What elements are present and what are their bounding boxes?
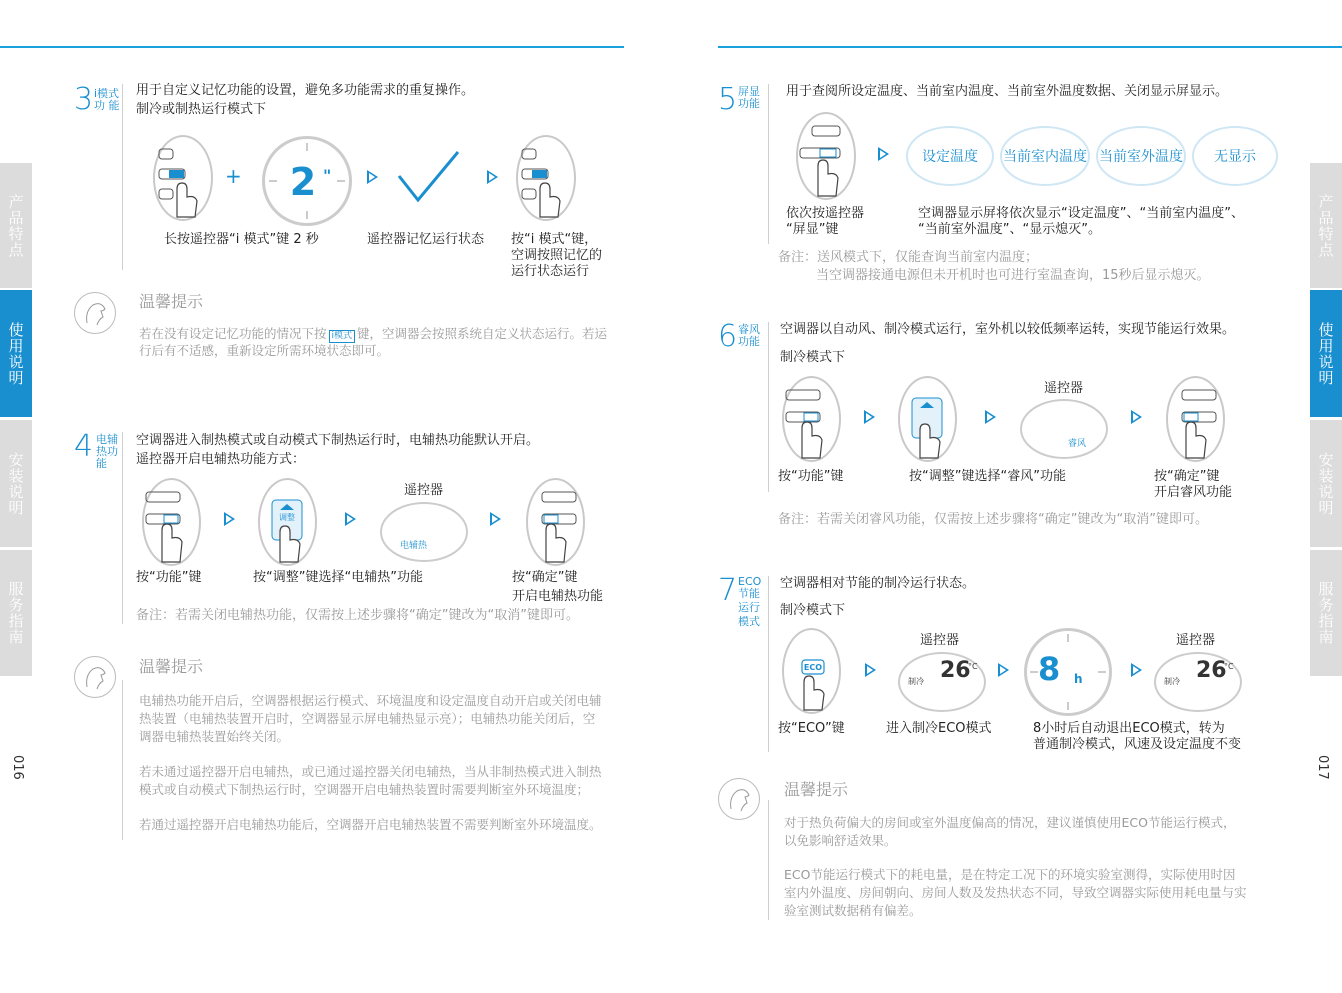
remote-screen-key-image	[796, 112, 856, 200]
section-5-label-2: 功能	[738, 97, 760, 110]
imode-key-badge: i模式	[329, 330, 356, 343]
tip-1-title: 温馨提示	[139, 292, 204, 311]
tab-usage-right[interactable]: 使用说明	[1310, 290, 1342, 417]
s6-caption-3b: 开启睿风功能	[1154, 485, 1233, 500]
s3-caption-3a: 按“i 模式“键，	[511, 232, 598, 247]
svg-text:ECO: ECO	[803, 663, 823, 672]
display-off: 无显示	[1192, 126, 1278, 186]
section-5-number: 5	[718, 82, 738, 117]
section-3-label-1: i模式	[94, 87, 120, 100]
arrow-icon	[345, 512, 356, 526]
s7-caption-2: 进入制冷ECO模式	[886, 721, 992, 736]
remote-confirm-key-image	[1166, 376, 1225, 462]
remote-display-electric-heat	[380, 502, 468, 562]
tip-3-divider	[768, 800, 769, 920]
s4-caption-3a: 按“确定”键	[512, 570, 578, 585]
s3-caption-3b: 空调按照记忆的	[511, 248, 603, 263]
section-5-divider	[768, 84, 769, 244]
tip-1-line-1	[139, 325, 607, 343]
arrow-icon	[487, 170, 498, 184]
s7-mode: 制冷模式下	[780, 603, 846, 618]
arrow-icon	[865, 663, 876, 677]
section-3-label-2: 功 能	[94, 99, 120, 112]
s4-caption-1: 按“功能”键	[136, 570, 202, 585]
tip-2-p1-line2: 热装置（电辅热装置开启时，空调器显示屏电辅热显示亮）；电辅热功能关闭后，空	[139, 711, 596, 726]
arrow-icon	[998, 663, 1009, 677]
s3-caption-3c: 运行状态运行	[511, 264, 590, 279]
electric-heat-display-text: 电辅热	[400, 541, 428, 551]
section-4-number: 4	[74, 429, 94, 464]
section-7-divider	[768, 576, 769, 752]
tip-head-icon	[718, 778, 760, 820]
svg-text:": "	[323, 166, 332, 185]
tip-2-p2-line1: 若未通过遥控器开启电辅热，或已通过遥控器关闭电辅热，当从非制热模式进入制热	[139, 764, 602, 779]
s3-caption-1: 长按遥控器“i 模式”键 2 秒	[164, 232, 319, 247]
section-3-divider	[122, 84, 123, 270]
eco-hour-unit: h	[1074, 672, 1083, 686]
s6-note: 备注：若需关闭睿风功能，仅需按上述步骤将“确定”键改为“取消”键即可。	[778, 512, 1208, 527]
tab-service-left[interactable]: 服务指南	[0, 550, 32, 676]
s7-caption-1: 按“ECO”键	[778, 721, 845, 736]
s6-mode: 制冷模式下	[780, 350, 846, 365]
s7-remote-label-1: 遥控器	[920, 633, 960, 648]
remote-function-key-image	[142, 478, 201, 566]
top-rule-right	[718, 46, 1342, 48]
section-7-label-2: 节能	[738, 587, 760, 600]
normal-mode-label: 制冷	[1164, 677, 1180, 686]
section-6-number: 6	[718, 319, 738, 354]
page-number-left: 016	[10, 755, 25, 780]
tab-installation-right[interactable]: 安装说明	[1310, 420, 1342, 547]
tip-3-p2-line2: 室内外温度、房间朝向、房间人数及发热状态不同，导致空调器实际使用耗电量与实	[784, 885, 1247, 900]
tip-1-pre: 若在没有设定记忆功能的情况下按	[139, 326, 327, 341]
section-5-label-1: 屏显	[738, 85, 760, 98]
remote-imode-image-2	[516, 135, 576, 221]
tip-2-p1-line3: 调器电辅热装置始终关闭。	[139, 729, 290, 744]
adjust-key-label: 调整	[279, 513, 295, 522]
s5-caption-2b: “当前室外温度”、“显示熄灭”。	[918, 222, 1101, 237]
s6-remote-label: 遥控器	[1044, 381, 1084, 396]
s4-remote-label: 遥控器	[404, 483, 444, 498]
tip-3-p2-line1: ECO节能运行模式下的耗电量，是在特定工况下的环境实验室测得，实际使用时因	[784, 867, 1236, 882]
s3-mode: 制冷或制热运行模式下	[136, 102, 267, 117]
arrow-icon	[224, 512, 235, 526]
s7-remote-label-2: 遥控器	[1176, 633, 1216, 648]
tip-head-icon	[74, 292, 116, 334]
s4-note: 备注：若需关闭电辅热功能，仅需按上述步骤将“确定”键改为“取消”键即可。	[136, 608, 579, 623]
arrow-icon	[1131, 410, 1142, 424]
arrow-icon	[864, 410, 875, 424]
display-indoor-temp: 当前室内温度	[1000, 126, 1090, 186]
tip-3-title: 温馨提示	[784, 780, 849, 799]
section-3-number: 3	[74, 82, 94, 117]
top-rule-left	[0, 46, 624, 48]
remote-eco-key-image	[782, 628, 841, 714]
smart-wind-display-text: 睿风	[1068, 439, 1087, 449]
tip-2-p1-line1: 电辅热功能开启后，空调器根据运行模式、环境温度和设定温度自动开启或关闭电辅	[139, 693, 602, 708]
tip-2-divider	[122, 680, 123, 840]
s3-intro: 用于自定义记忆功能的设置，避免多功能需求的重复操作。	[136, 83, 475, 98]
section-7-label-3: 运行	[738, 601, 760, 614]
eco-hour-digit: 8	[1038, 650, 1061, 688]
s4-intro: 空调器进入制热模式或自动模式下制热运行时，电辅热功能默认开启。	[136, 433, 540, 448]
s3-caption-2: 遥控器记忆运行状态	[367, 232, 485, 247]
checkmark-icon	[396, 148, 462, 206]
s5-caption-2a: 空调器显示屏将依次显示“设定温度”、“当前室内温度”、	[918, 206, 1244, 221]
eco-mode-label: 制冷	[908, 677, 924, 686]
tip-1-line-2: 行后有不适感，重新设定所需环境状态即可。	[139, 343, 390, 358]
svg-text:2: 2	[289, 160, 317, 204]
section-4-divider	[122, 432, 123, 624]
arrow-icon	[985, 410, 996, 424]
tab-product-features-left[interactable]: 产品特点	[0, 163, 32, 288]
tip-3-p1-line2: 以免影响舒适效果。	[784, 833, 897, 848]
tab-installation-left[interactable]: 安装说明	[0, 420, 32, 547]
s7-caption-3a: 8小时后自动退出ECO模式，转为	[1033, 721, 1225, 736]
display-outdoor-temp: 当前室外温度	[1096, 126, 1186, 186]
tip-head-icon	[74, 656, 116, 698]
s5-note-1: 备注：送风模式下，仅能查询当前室内温度；	[778, 250, 1039, 265]
normal-temp-unit: °C	[1224, 662, 1234, 671]
tip-3-p2-line3: 验室测试数据稍有偏差。	[784, 903, 922, 918]
s5-intro: 用于查阅所设定温度、当前室内温度、当前室外温度数据、关闭显示屏显示。	[786, 84, 1229, 99]
display-set-temp: 设定温度	[906, 126, 994, 186]
tip-3-p1-line1: 对于热负荷偏大的房间或室外温度偏高的情况，建议谨慎使用ECO节能运行模式，	[784, 815, 1236, 830]
section-6-divider	[768, 322, 769, 492]
tab-service-right[interactable]: 服务指南	[1310, 550, 1342, 676]
section-6-label-2: 功能	[738, 335, 760, 348]
normal-temp-value: 26	[1196, 658, 1227, 683]
eco-temp-value: 26	[940, 658, 971, 683]
s5-caption-1b: “屏显”键	[786, 222, 839, 237]
remote-display-smart-wind	[1020, 399, 1108, 459]
s4-caption-3b: 开启电辅热功能	[512, 589, 604, 604]
tab-product-features-right[interactable]: 产品特点	[1310, 163, 1342, 288]
tip-2-title: 温馨提示	[139, 657, 204, 676]
s4-mode: 遥控器开启电辅热功能方式：	[136, 452, 306, 467]
arrow-icon	[490, 512, 501, 526]
tip-2-p3: 若通过遥控器开启电辅热功能后，空调器开启电辅热装置不需要判断室外环境温度。	[139, 817, 602, 832]
eco-temp-unit: °C	[968, 662, 978, 671]
s6-caption-3a: 按“确定”键	[1154, 469, 1220, 484]
section-4-label-1: 电辅	[96, 433, 118, 446]
section-6-label-1: 睿风	[738, 323, 760, 336]
section-7-number: 7	[718, 573, 738, 608]
remote-function-key-image	[782, 376, 841, 462]
remote-imode-image-1	[153, 135, 213, 221]
section-7-label-4: 模式	[738, 615, 760, 628]
tip-2-p2-line2: 模式或自动模式下制热运行时，空调器开启电辅热装置时需要判断室外环境温度；	[139, 782, 590, 797]
s6-caption-2: 按“调整”键选择“睿风”功能	[909, 469, 1066, 484]
s6-caption-1: 按“功能”键	[778, 469, 844, 484]
clock-2s-icon	[262, 136, 352, 226]
tip-1-post: 键，空调器会按照系统自定义状态运行。若运	[357, 326, 608, 341]
s7-caption-3b: 普通制冷模式，风速及设定温度不变	[1033, 737, 1242, 752]
remote-confirm-key-image	[526, 478, 585, 566]
arrow-icon	[878, 147, 889, 161]
arrow-icon	[1131, 663, 1142, 677]
s5-note-2: 当空调器接通电源但未开机时也可进行室温查询，15秒后显示熄灭。	[816, 268, 1210, 283]
arrow-icon	[367, 170, 378, 184]
s6-intro: 空调器以自动风、制冷模式运行，室外机以较低频率运转，实现节能运行效果。	[780, 322, 1236, 337]
plus-sign: +	[225, 164, 242, 188]
tab-usage-left[interactable]: 使用说明	[0, 290, 32, 417]
s7-intro: 空调器相对节能的制冷运行状态。	[780, 576, 976, 591]
section-7-label-1: ECO	[738, 575, 762, 588]
section-4-label-2: 热功	[96, 445, 118, 458]
s4-caption-2: 按“调整”键选择“电辅热”功能	[253, 570, 423, 585]
remote-adjust-key-image	[898, 376, 957, 462]
page-number-right: 017	[1315, 755, 1330, 780]
s5-caption-1a: 依次按遥控器	[786, 206, 865, 221]
section-4-label-3: 能	[96, 457, 107, 470]
